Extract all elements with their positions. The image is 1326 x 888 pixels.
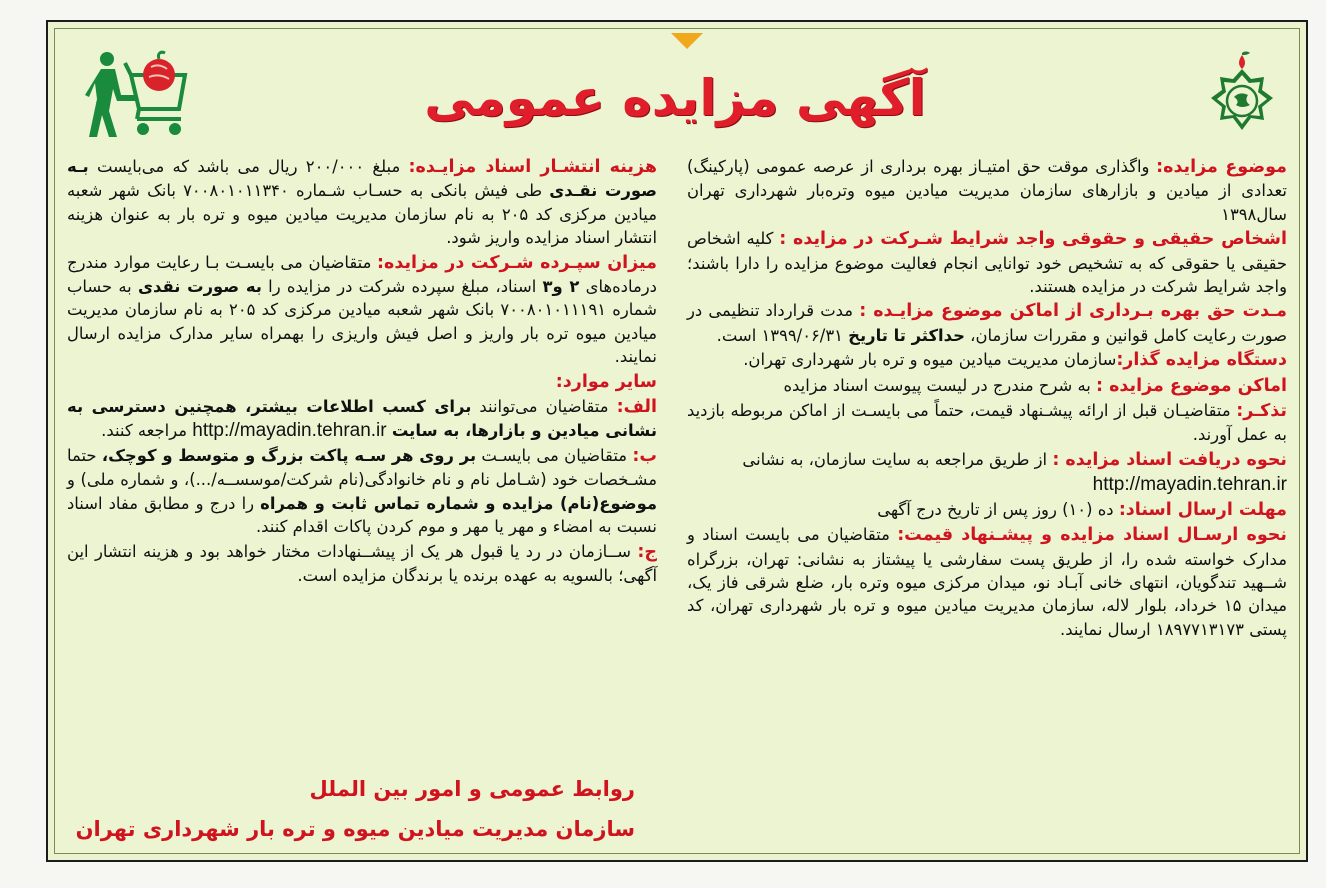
receive-url-line xyxy=(687,473,1287,496)
left-column xyxy=(67,155,657,588)
item-be-text-1: متقاضیان می بایسـت xyxy=(476,445,633,465)
receive-url-link[interactable]: http://mayadin.tehran.ir xyxy=(1092,474,1287,496)
cost-heading: هزینه انتشـار اسناد مزایـده: xyxy=(408,157,658,177)
item-be-bold-2: موضوع(نام) مزایده و شماره تماس ثابت و همراه xyxy=(260,493,657,513)
eligibility-paragraph xyxy=(687,227,1287,298)
item-be-text-3: را درج و مطابق مفاد اسناد نسبت به امضاء و مهر یا مهر و موم کردن پاکات اقدام کنند. xyxy=(67,493,657,537)
send-text: متقاضیان می بایست اسناد و مدارک خواسته شده را، از طریق پست سفارشی یا پیشتاز به نشانی: تهران، بزرگراه شــهید تندگویان، انتهای خانی آبـاد نو، میدان مرکزی میوه وتره بار، ضلع شرقی فاز یک، میدان ۱۵ خرداد، بلوار لاله، سازمان مدیریت میادین میوه و تره بار شهرداری تهران، کد پستی ۱۸۹۷۷۱۳۱۷۳ ارسال نمایند. xyxy=(687,525,1287,639)
receive-heading: نحوه دریافت اسناد مزایده : xyxy=(1052,449,1287,470)
subject-paragraph xyxy=(687,155,1287,226)
deposit-bold-1: ۲ و۳ xyxy=(542,277,580,297)
orange-notch-decoration xyxy=(671,33,703,49)
shopping-cart-icon xyxy=(85,49,191,141)
item-alef-url-link[interactable]: http://mayadin.tehran.ir xyxy=(192,420,387,442)
eligibility-text: کلیه اشخاص حقیقی یا حقوقی که به تشخیص خود توانایی انجام فعالیت موضوع مزایده را دارا باشند؛ واجد شرایط شرکت در مزایده هستند. xyxy=(687,229,1287,297)
deadline-heading: مهلت ارسال اسناد: xyxy=(1118,499,1287,520)
item-je-paragraph xyxy=(67,540,657,588)
receive-paragraph xyxy=(687,448,1287,472)
subject-heading: موضوع مزایده: xyxy=(1156,157,1287,177)
item-be-paragraph xyxy=(67,444,657,539)
send-heading: نحوه ارسـال اسناد مزایده و پیشـنهاد قیمت: xyxy=(897,525,1287,546)
duration-heading: مـدت حق بهره بـرداری از اماکن موضوع مزایـده : xyxy=(859,301,1288,322)
item-alef-text-1: متقاضیان می‌توانند xyxy=(471,397,617,417)
page-title: آگهی مزایده عمومی xyxy=(424,69,926,127)
deposit-text-3: به حساب شماره ۷۰۰۸۰۱۰۱۱۱۹۱ بانک شهر شعبه میادین مرکزی کد ۲۰۵ به نام سازمان مدیریت میادین میوه تره بار واریز و اصل فیش واریزی را بهمراه سایر مدارک مزایده ارسال نمایند. xyxy=(67,277,657,367)
send-paragraph xyxy=(687,523,1287,641)
signature-line-1: روابط عمومی و امور بین الملل xyxy=(309,777,635,801)
signature-block xyxy=(75,769,635,849)
organizer-paragraph xyxy=(687,348,1287,372)
item-be-bold-1: بر روی هر سـه پاکت بزرگ و متوسط و کوچک، xyxy=(101,445,477,465)
places-paragraph xyxy=(687,374,1287,398)
duration-text: مدت قرارداد تنظیمی در صورت رعایت کامل قوانین و مقررات سازمان، xyxy=(687,301,1287,345)
item-je-heading: ج: xyxy=(637,541,657,562)
item-be-heading: ب: xyxy=(632,445,657,466)
signature-line-2: سازمان مدیریت میادین میوه و تره بار شهرداری تهران xyxy=(75,817,635,841)
other-heading: سایر موارد: xyxy=(555,371,657,392)
cost-paragraph xyxy=(67,155,657,250)
duration-paragraph xyxy=(687,299,1287,347)
deadline-paragraph xyxy=(687,498,1287,522)
organizer-text: سازمان مدیریت میادین میوه و تره بار شهرداری تهران. xyxy=(743,350,1117,370)
eligibility-heading: اشخاص حقیقی و حقوقی واجد شرایط شـرکت در مزایده : xyxy=(779,229,1288,250)
deadline-text: ده (۱۰) روز پس از تاریخ درج آگهی xyxy=(877,499,1119,519)
note-text: متقاضیـان قبل از ارائه پیشـنهاد قیمت، حتماً می بایسـت از اماکن مربوطه بازدید به عمل آورند. xyxy=(687,401,1287,445)
item-alef-text-2: مراجعه کنند. xyxy=(101,421,193,441)
item-alef-bold: برای کسب اطلاعات بیشتر، همچنین دسترسی به نشانی میادین و بازارها، به سایت xyxy=(67,397,657,441)
note-heading: تذکـر: xyxy=(1236,401,1287,422)
subject-text: واگذاری موقت حق امتیـاز بهره برداری از عرصه عمومی (پارکینگ) تعدادی از میادین و بازارهای سازمان مدیریت میادین میوه وتره‌بار شهرداری تهران سال۱۳۹۸ xyxy=(687,157,1287,224)
duration-bold: حداکثر تا تاریخ xyxy=(848,325,965,345)
duration-date: ۱۳۹۹/۰۶/۳۱ است. xyxy=(716,325,849,345)
deposit-paragraph xyxy=(67,251,657,369)
item-be-text-2: حتما مشـخصات خود (شـامل نام و نام خانوادگی(نام شرکت/موسســه/...)، و شماره ملی) و xyxy=(67,445,657,490)
municipality-logo-icon xyxy=(1205,51,1279,137)
notice-panel xyxy=(54,28,1300,854)
cost-text-2: طی فیش بانکی به حسـاب شـماره ۷۰۰۸۰۱۰۱۱۳۴۰ بانک شهر شعبه میادین مرکزی کد ۲۰۵ به نام سازمان مدیریت میادین میوه و تره بار به عنوان هزینه انتشار اسناد مزایده واریز شود. xyxy=(67,181,657,248)
deposit-text-1: متقاضیان می بایسـت بـا رعایت موارد مندرج درماده‌های xyxy=(67,252,657,297)
deposit-text-2: اسناد، مبلغ سپرده شرکت در مزایده را xyxy=(261,277,543,297)
right-column xyxy=(687,155,1287,642)
receive-text: از طریق مراجعه به سایت سازمان، به نشانی xyxy=(742,449,1053,469)
organizer-heading: دستگاه مزایده گذار: xyxy=(1116,350,1287,371)
item-alef-heading: الف: xyxy=(616,397,657,418)
note-paragraph xyxy=(687,399,1287,447)
places-heading: اماکن موضوع مزایده : xyxy=(1096,375,1287,396)
deposit-bold-2: به صورت نقدی xyxy=(137,277,262,297)
places-text: به شرح مندرج در لیست پیوست اسناد مزایده xyxy=(783,375,1097,395)
notice-frame xyxy=(46,20,1308,862)
cost-bold: بـه صورت نقـدی xyxy=(67,157,657,201)
other-heading-line xyxy=(67,370,657,394)
cost-text-1: مبلغ ۲۰۰/۰۰۰ ریال می باشد که می‌بایست xyxy=(88,157,409,176)
item-je-text: ســازمان در رد یا قبول هر یک از پیشــنهادات مختار خواهد بود و هزینه انتشار این آگهی؛ بالسویه به عهده برنده یا برندگان مزایده است. xyxy=(67,541,657,585)
deposit-heading: میزان سپـرده شـرکت در مزایده: xyxy=(377,252,658,273)
item-alef-paragraph xyxy=(67,395,657,443)
